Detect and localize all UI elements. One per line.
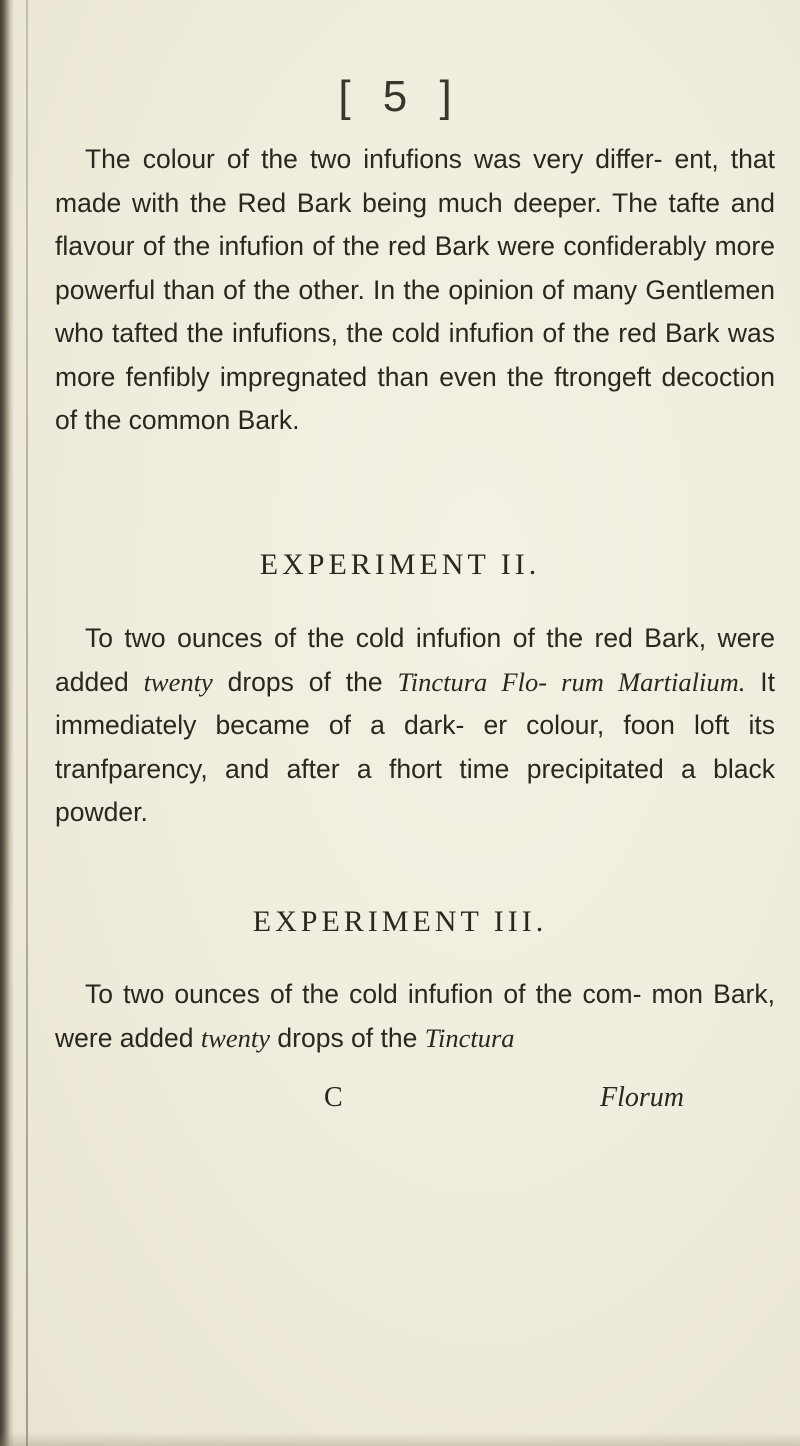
page-number: [ 5 ] [338, 72, 462, 121]
paragraph-text: The colour of the two infufions was very differ- ent, that made with the Red Bark being much deeper. The tafte and flavour of the infufion of the red Bark were confiderably more powerful than of the other. In the opinion of many Gentlemen who tafted the infufions, the cold infufion of the red Bark was more fenfibly impregnated than even the ftrongeft decoction of the common Bark. [55, 144, 775, 435]
experiment-2-paragraph [55, 617, 775, 835]
italic-segment: Tinctura Flo- rum Martialium. [397, 666, 746, 697]
opening-paragraph [55, 138, 775, 443]
italic-segment: Tinctura [424, 1022, 515, 1053]
catchword: Florum [600, 1082, 684, 1113]
experiment-2-heading: EXPERIMENT II. [259, 548, 541, 581]
gutter-line [26, 0, 28, 1446]
signature-mark: C [324, 1082, 343, 1113]
experiment-3-paragraph [55, 973, 775, 1060]
text-segment: drops of the [212, 666, 398, 697]
experiment-3-heading: EXPERIMENT III. [252, 905, 548, 938]
text-segment: It immediately became of a dark- er colour, foon loft its tranfparency, and after a fhort time precipitated a black powder. [55, 666, 775, 827]
text-segment: To two ounces of the cold infufion of the red Bark, were added [55, 623, 775, 697]
text-segment: To two ounces of the cold infufion of the com- mon Bark, were added [55, 979, 775, 1053]
italic-segment: twenty [200, 1022, 271, 1053]
page-bottom-shadow [0, 1432, 800, 1446]
page-gutter-shadow [0, 0, 14, 1446]
italic-segment: twenty [143, 666, 213, 697]
text-segment: drops of the [270, 1022, 425, 1053]
